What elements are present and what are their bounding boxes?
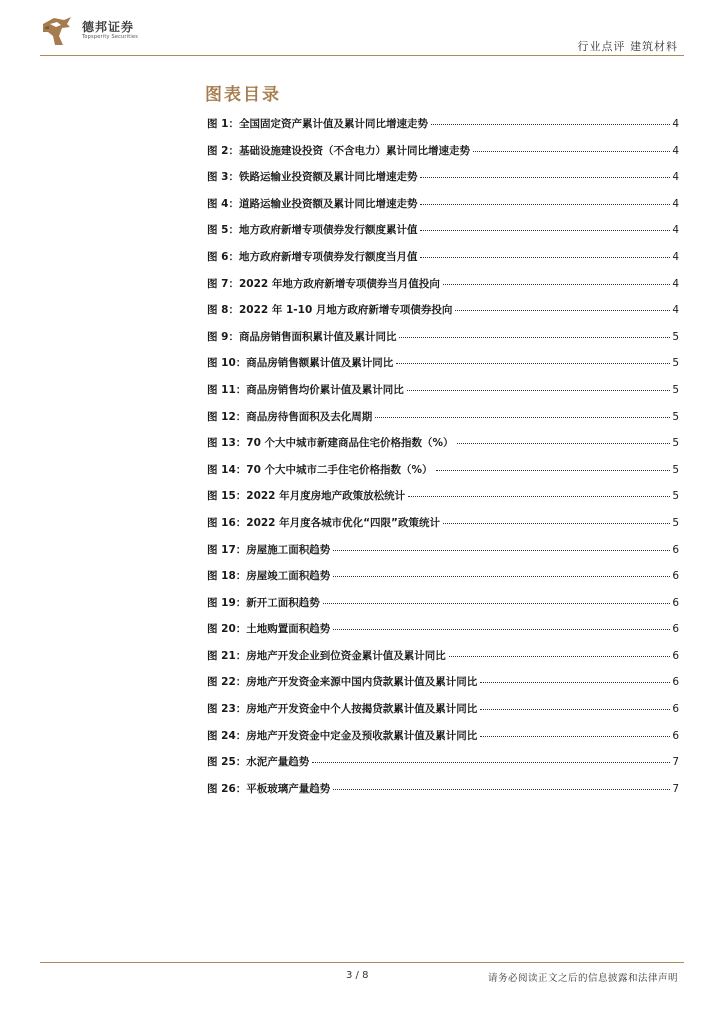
toc-entry-label[interactable]: 图 3：铁路运输业投资额及累计同比增速走势 <box>207 171 418 184</box>
toc-leader-dots <box>396 363 670 364</box>
toc-entry-page[interactable]: 5 <box>672 490 679 503</box>
toc-leader-dots <box>420 177 670 178</box>
toc-leader-dots <box>333 576 670 577</box>
toc-entry[interactable] <box>207 409 679 436</box>
toc-entry-label[interactable]: 图 5：地方政府新增专项债券发行额度累计值 <box>207 224 418 237</box>
toc-entry-page[interactable]: 4 <box>672 277 679 290</box>
toc-leader-dots <box>420 230 670 231</box>
toc-entry[interactable] <box>207 621 679 648</box>
toc-entry-label[interactable]: 图 25：水泥产量趋势 <box>207 756 310 769</box>
toc-entry-page[interactable]: 6 <box>672 543 679 556</box>
toc-entry[interactable] <box>207 568 679 595</box>
toc-entry-page[interactable]: 5 <box>672 437 679 450</box>
toc-leader-dots <box>431 124 670 125</box>
toc-entry-label[interactable]: 图 18：房屋竣工面积趋势 <box>207 570 331 583</box>
disclaimer-text: 请务必阅读正文之后的信息披露和法律声明 <box>487 973 678 984</box>
toc-entry[interactable] <box>207 143 679 170</box>
company-name-en: Topsperity Securities <box>82 34 139 40</box>
toc-leader-dots <box>420 257 670 258</box>
toc-entry[interactable] <box>207 728 679 755</box>
toc-entry-page[interactable]: 4 <box>672 171 679 184</box>
toc-entry[interactable] <box>207 222 679 249</box>
page-header <box>0 0 724 60</box>
toc-entry[interactable] <box>207 701 679 728</box>
toc-entry-label[interactable]: 图 15：2022 年月度房地产政策放松统计 <box>207 490 406 503</box>
toc-leader-dots <box>480 682 670 683</box>
toc-entry-page[interactable]: 5 <box>672 330 679 343</box>
toc-leader-dots <box>455 310 670 311</box>
toc-leader-dots <box>473 151 670 152</box>
toc-entry-page[interactable]: 4 <box>672 250 679 263</box>
toc-leader-dots <box>407 390 671 391</box>
toc-entry[interactable] <box>207 462 679 489</box>
toc-leader-dots <box>480 709 670 710</box>
toc-entry-label[interactable]: 图 13：70 个大中城市新建商品住宅价格指数（%） <box>207 437 454 450</box>
toc-entry-page[interactable]: 4 <box>672 197 679 210</box>
toc-entry[interactable] <box>207 249 679 276</box>
toc-leader-dots <box>420 204 670 205</box>
toc-entry-page[interactable]: 6 <box>672 676 679 689</box>
toc-entry[interactable] <box>207 169 679 196</box>
table-of-figures <box>207 116 679 807</box>
toc-entry-label[interactable]: 图 21：房地产开发企业到位资金累计值及累计同比 <box>207 649 446 662</box>
toc-entry-label[interactable]: 图 17：房屋施工面积趋势 <box>207 543 331 556</box>
toc-leader-dots <box>443 284 670 285</box>
toc-entry[interactable] <box>207 648 679 675</box>
toc-entry-page[interactable]: 7 <box>672 756 679 769</box>
toc-leader-dots <box>333 550 670 551</box>
toc-entry-label[interactable]: 图 12：商品房待售面积及去化周期 <box>207 410 373 423</box>
toc-entry-page[interactable]: 6 <box>672 623 679 636</box>
footer-divider <box>40 962 684 963</box>
toc-entry[interactable] <box>207 196 679 223</box>
toc-entry-label[interactable]: 图 9：商品房销售面积累计值及累计同比 <box>207 330 397 343</box>
toc-entry-label[interactable]: 图 10：商品房销售额累计值及累计同比 <box>207 357 394 370</box>
toc-entry-page[interactable]: 7 <box>672 782 679 795</box>
toc-entry[interactable] <box>207 116 679 143</box>
toc-entry-page[interactable]: 6 <box>672 596 679 609</box>
toc-entry-label[interactable]: 图 11：商品房销售均价累计值及累计同比 <box>207 383 404 396</box>
toc-entry[interactable] <box>207 754 679 781</box>
toc-entry-page[interactable]: 6 <box>672 649 679 662</box>
toc-leader-dots <box>408 496 670 497</box>
toc-entry-page[interactable]: 4 <box>672 304 679 317</box>
toc-entry-page[interactable]: 5 <box>672 516 679 529</box>
toc-leader-dots <box>399 337 670 338</box>
toc-entry-label[interactable]: 图 22：房地产开发资金来源中国内贷款累计值及累计同比 <box>207 676 478 689</box>
toc-entry-page[interactable]: 5 <box>672 383 679 396</box>
toc-entry-page[interactable]: 4 <box>672 224 679 237</box>
toc-entry-page[interactable]: 4 <box>672 144 679 157</box>
toc-entry[interactable] <box>207 542 679 569</box>
toc-leader-dots <box>312 762 670 763</box>
toc-entry[interactable] <box>207 382 679 409</box>
toc-entry-label[interactable]: 图 24：房地产开发资金中定金及预收款累计值及累计同比 <box>207 729 478 742</box>
toc-entry[interactable] <box>207 488 679 515</box>
toc-leader-dots <box>443 523 670 524</box>
toc-entry[interactable] <box>207 302 679 329</box>
toc-entry[interactable] <box>207 674 679 701</box>
toc-entry-label[interactable]: 图 16：2022 年月度各城市优化“四限”政策统计 <box>207 516 440 529</box>
toc-entry[interactable] <box>207 781 679 808</box>
company-logo-icon <box>40 14 74 48</box>
toc-entry-label[interactable]: 图 2：基础设施建设投资（不含电力）累计同比增速走势 <box>207 144 470 157</box>
toc-leader-dots <box>333 789 670 790</box>
toc-entry-label[interactable]: 图 8：2022 年 1-10 月地方政府新增专项债券投向 <box>207 304 453 317</box>
toc-entry-page[interactable]: 4 <box>672 118 679 130</box>
toc-entry-label[interactable]: 图 4：道路运输业投资额及累计同比增速走势 <box>207 197 418 210</box>
toc-entry-label[interactable]: 图 20：土地购置面积趋势 <box>207 623 331 636</box>
toc-entry[interactable] <box>207 355 679 382</box>
toc-leader-dots <box>436 470 671 471</box>
company-name-cn: 德邦证券 <box>82 20 135 34</box>
toc-entry[interactable] <box>207 276 679 303</box>
toc-entry-label[interactable]: 图 14：70 个大中城市二手住宅价格指数（%） <box>207 463 433 476</box>
toc-leader-dots <box>333 629 670 630</box>
toc-title: 图表目录 <box>205 85 281 105</box>
toc-entry-label[interactable]: 图 26：平板玻璃产量趋势 <box>207 782 331 795</box>
toc-entry-label[interactable]: 图 19：新开工面积趋势 <box>207 596 320 609</box>
toc-leader-dots <box>480 736 670 737</box>
report-category: 行业点评 建筑材料 <box>577 40 678 53</box>
toc-entry[interactable] <box>207 515 679 542</box>
toc-entry-label[interactable]: 图 6：地方政府新增专项债券发行额度当月值 <box>207 250 418 263</box>
toc-entry[interactable] <box>207 435 679 462</box>
toc-entry[interactable] <box>207 595 679 622</box>
toc-entry-label[interactable]: 图 7：2022 年地方政府新增专项债券当月值投向 <box>207 277 440 290</box>
toc-entry-page[interactable]: 5 <box>672 463 679 476</box>
toc-entry-label[interactable]: 图 1：全国固定资产累计值及累计同比增速走势 <box>207 118 428 130</box>
toc-entry-page[interactable]: 5 <box>672 410 679 423</box>
toc-entry-page[interactable]: 5 <box>672 357 679 370</box>
toc-leader-dots <box>457 443 671 444</box>
header-divider <box>40 55 684 56</box>
toc-leader-dots <box>323 603 671 604</box>
toc-leader-dots <box>375 417 670 418</box>
page-number: 3 / 8 <box>346 970 369 981</box>
toc-entry-label[interactable]: 图 23：房地产开发资金中个人按揭贷款累计值及累计同比 <box>207 703 478 716</box>
toc-leader-dots <box>449 656 671 657</box>
toc-entry[interactable] <box>207 329 679 356</box>
toc-entry-page[interactable]: 6 <box>672 729 679 742</box>
toc-entry-page[interactable]: 6 <box>672 703 679 716</box>
toc-entry-page[interactable]: 6 <box>672 570 679 583</box>
